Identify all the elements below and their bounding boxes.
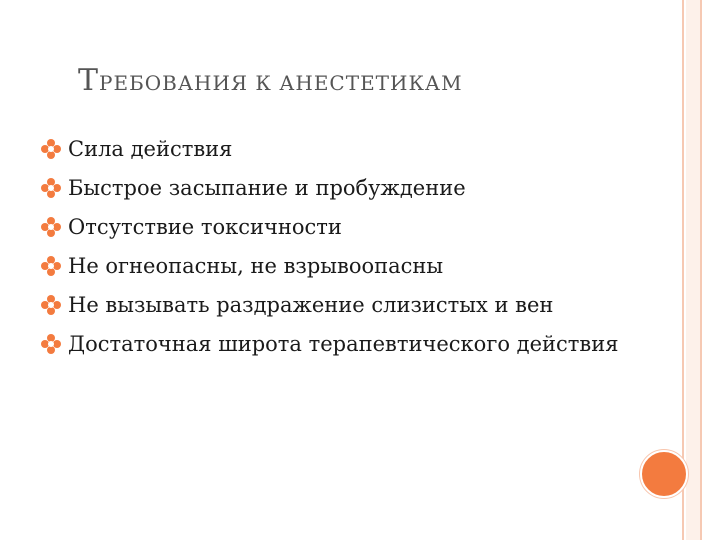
requirements-list <box>40 134 640 368</box>
list-item-text: Сила действия <box>68 137 233 161</box>
list-item <box>40 173 640 204</box>
slide-title <box>78 63 463 98</box>
list-item <box>40 212 640 243</box>
list-item <box>40 251 640 282</box>
flower-bullet-icon <box>40 138 62 160</box>
flower-bullet-icon <box>40 333 62 355</box>
title-first-letter: Т <box>78 63 100 98</box>
title-rest: РЕБОВАНИЯ К АНЕСТЕТИКАМ <box>99 71 463 95</box>
list-item-text: Не вызывать раздражение слизистых и вен <box>68 293 554 317</box>
flower-bullet-icon <box>40 294 62 316</box>
flower-bullet-icon <box>40 255 62 277</box>
list-item-text: Не огнеопасны, не взрывоопасны <box>68 254 444 278</box>
flower-bullet-icon <box>40 216 62 238</box>
list-item-text: Быстрое засыпание и пробуждение <box>68 176 466 200</box>
orange-circle-icon <box>640 450 688 498</box>
flower-bullet-icon <box>40 177 62 199</box>
list-item-text: Отсутствие токсичности <box>68 215 342 239</box>
list-item <box>40 290 640 321</box>
list-item <box>40 329 640 360</box>
list-item-text: Достаточная широта терапевтического действия <box>68 332 619 356</box>
border-band <box>686 0 700 540</box>
list-item <box>40 134 640 165</box>
border-line-right <box>700 0 702 540</box>
